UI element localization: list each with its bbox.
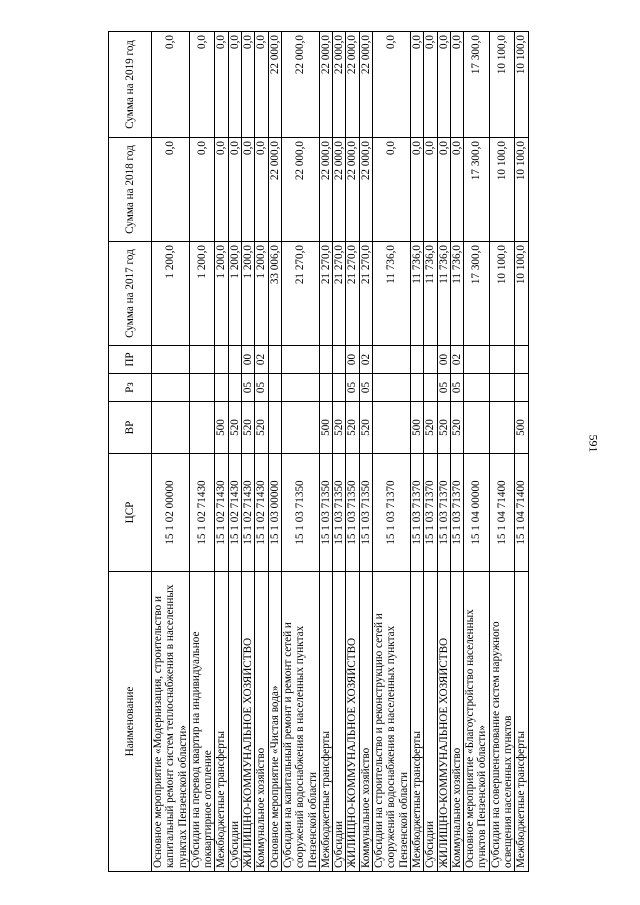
cell-rz xyxy=(228,374,241,402)
cell-sum-2018: 22 000,0 xyxy=(281,138,319,242)
cell-rz: 05 xyxy=(359,374,372,402)
cell-sum-2019: 0,0 xyxy=(410,32,423,138)
cell-sum-2018: 0,0 xyxy=(437,138,450,242)
cell-vr: 500 xyxy=(215,402,228,454)
cell-rz xyxy=(268,374,281,402)
cell-name: Субсидии на совершенствование систем наружного освещения населенных пунктов xyxy=(489,572,515,872)
cell-vr xyxy=(489,402,515,454)
cell-sum-2019: 0,0 xyxy=(215,32,228,138)
cell-csr: 15 1 02 71430 xyxy=(189,454,215,572)
cell-rz: 05 xyxy=(242,374,255,402)
cell-sum-2018: 0,0 xyxy=(373,138,411,242)
cell-rz xyxy=(281,374,319,402)
table-row xyxy=(319,32,332,872)
table-row xyxy=(410,32,423,872)
cell-sum-2019: 22 000,0 xyxy=(333,32,346,138)
cell-pr xyxy=(373,346,411,374)
cell-sum-2017: 33 006,0 xyxy=(268,242,281,346)
cell-name: Межбюджетные трансферты xyxy=(319,572,332,872)
table-row xyxy=(346,32,359,872)
cell-pr: 02 xyxy=(359,346,372,374)
cell-vr: 520 xyxy=(242,402,255,454)
cell-sum-2017: 11 736,0 xyxy=(410,242,423,346)
table-row xyxy=(242,32,255,872)
cell-sum-2019: 0,0 xyxy=(242,32,255,138)
table-row xyxy=(489,32,515,872)
cell-pr xyxy=(228,346,241,374)
cell-sum-2017: 1 200,0 xyxy=(228,242,241,346)
header-csr: ЦСР xyxy=(109,454,152,572)
table-row xyxy=(215,32,228,872)
cell-rz: 05 xyxy=(437,374,450,402)
cell-rz: 05 xyxy=(255,374,268,402)
cell-vr: 500 xyxy=(319,402,332,454)
cell-sum-2017: 21 270,0 xyxy=(319,242,332,346)
table-row xyxy=(437,32,450,872)
cell-sum-2017: 1 200,0 xyxy=(242,242,255,346)
cell-csr: 15 1 02 71430 xyxy=(255,454,268,572)
cell-sum-2017: 11 736,0 xyxy=(424,242,437,346)
cell-name: Субсидии на капитальный ремонт и ремонт сетей и сооружений водоснабжения в населенных пунктах Пензенской области xyxy=(281,572,319,872)
cell-sum-2017: 1 200,0 xyxy=(152,242,190,346)
cell-pr xyxy=(215,346,228,374)
cell-csr: 15 1 02 71430 xyxy=(215,454,228,572)
cell-sum-2017: 21 270,0 xyxy=(333,242,346,346)
cell-name: Межбюджетные трансферты xyxy=(215,572,228,872)
cell-sum-2019: 0,0 xyxy=(424,32,437,138)
cell-csr: 15 1 02 00000 xyxy=(152,454,190,572)
cell-vr: 520 xyxy=(450,402,463,454)
cell-sum-2019: 0,0 xyxy=(189,32,215,138)
cell-pr xyxy=(410,346,423,374)
cell-vr xyxy=(373,402,411,454)
header-pr: ПР xyxy=(109,346,152,374)
cell-csr: 15 1 03 71350 xyxy=(319,454,332,572)
header-sum-2017: Сумма на 2017 год xyxy=(109,242,152,346)
cell-pr xyxy=(464,346,490,374)
header-sum-2019: Сумма на 2019 год xyxy=(109,32,152,138)
cell-sum-2018: 22 000,0 xyxy=(346,138,359,242)
cell-vr: 500 xyxy=(515,402,528,454)
cell-pr xyxy=(333,346,346,374)
page-number: 591 xyxy=(586,434,601,453)
cell-pr xyxy=(489,346,515,374)
cell-sum-2018: 0,0 xyxy=(410,138,423,242)
cell-sum-2018: 0,0 xyxy=(215,138,228,242)
cell-sum-2019: 22 000,0 xyxy=(359,32,372,138)
cell-sum-2018: 10 100,0 xyxy=(489,138,515,242)
cell-sum-2019: 0,0 xyxy=(373,32,411,138)
cell-sum-2019: 10 100,0 xyxy=(489,32,515,138)
cell-sum-2019: 0,0 xyxy=(450,32,463,138)
cell-vr: 520 xyxy=(424,402,437,454)
cell-sum-2017: 1 200,0 xyxy=(189,242,215,346)
cell-rz xyxy=(319,374,332,402)
cell-sum-2017: 21 270,0 xyxy=(346,242,359,346)
cell-sum-2019: 17 300,0 xyxy=(464,32,490,138)
cell-name: Основное мероприятие «Благоустройство населенных пунктов Пензенской области» xyxy=(464,572,490,872)
cell-csr: 15 1 03 71370 xyxy=(450,454,463,572)
header-name: Наименование xyxy=(109,572,152,872)
cell-csr: 15 1 04 00000 xyxy=(464,454,490,572)
cell-name: Основное мероприятие «Модернизация, строительство и капитальный ремонт систем теплоснабжения в населенных пунктах Пензенской области» xyxy=(152,572,190,872)
cell-sum-2019: 22 000,0 xyxy=(346,32,359,138)
cell-sum-2019: 22 000,0 xyxy=(268,32,281,138)
cell-rz xyxy=(333,374,346,402)
cell-sum-2017: 1 200,0 xyxy=(215,242,228,346)
cell-sum-2019: 0,0 xyxy=(255,32,268,138)
cell-rz xyxy=(189,374,215,402)
cell-csr: 15 1 03 71350 xyxy=(333,454,346,572)
cell-sum-2017: 21 270,0 xyxy=(359,242,372,346)
table-row xyxy=(515,32,528,872)
cell-csr: 15 1 03 00000 xyxy=(268,454,281,572)
cell-rz xyxy=(152,374,190,402)
table-row xyxy=(450,32,463,872)
cell-csr: 15 1 03 71350 xyxy=(359,454,372,572)
cell-sum-2018: 0,0 xyxy=(242,138,255,242)
cell-rz xyxy=(464,374,490,402)
header-vr: ВР xyxy=(109,402,152,454)
cell-csr: 15 1 03 71370 xyxy=(424,454,437,572)
cell-rz xyxy=(489,374,515,402)
cell-rz xyxy=(373,374,411,402)
cell-rz xyxy=(515,374,528,402)
cell-vr: 520 xyxy=(333,402,346,454)
cell-sum-2018: 22 000,0 xyxy=(333,138,346,242)
cell-pr xyxy=(319,346,332,374)
cell-vr: 520 xyxy=(437,402,450,454)
cell-sum-2019: 0,0 xyxy=(437,32,450,138)
cell-name: ЖИЛИЩНО-КОММУНАЛЬНОЕ ХОЗЯЙСТВО xyxy=(242,572,255,872)
table-row xyxy=(373,32,411,872)
rotated-page xyxy=(108,32,544,872)
cell-vr: 520 xyxy=(255,402,268,454)
cell-sum-2017: 10 100,0 xyxy=(515,242,528,346)
table-row xyxy=(152,32,190,872)
cell-name: Субсидии xyxy=(228,572,241,872)
cell-sum-2017: 17 300,0 xyxy=(464,242,490,346)
cell-vr: 520 xyxy=(359,402,372,454)
cell-sum-2017: 21 270,0 xyxy=(281,242,319,346)
cell-sum-2017: 1 200,0 xyxy=(255,242,268,346)
cell-sum-2019: 22 000,0 xyxy=(319,32,332,138)
cell-sum-2019: 22 000,0 xyxy=(281,32,319,138)
cell-sum-2018: 0,0 xyxy=(152,138,190,242)
cell-csr: 15 1 03 71370 xyxy=(373,454,411,572)
cell-name: Коммунальное хозяйство xyxy=(255,572,268,872)
cell-sum-2018: 22 000,0 xyxy=(359,138,372,242)
cell-sum-2018: 22 000,0 xyxy=(268,138,281,242)
cell-sum-2017: 11 736,0 xyxy=(437,242,450,346)
cell-csr: 15 1 03 71350 xyxy=(281,454,319,572)
cell-name: Субсидии на строительство и реконструкцию сетей и сооружений водоснабжения в населенных пунктах Пензенской области xyxy=(373,572,411,872)
cell-name: Коммунальное хозяйство xyxy=(359,572,372,872)
table-row xyxy=(333,32,346,872)
cell-csr: 15 1 02 71430 xyxy=(228,454,241,572)
cell-sum-2018: 0,0 xyxy=(424,138,437,242)
table-row xyxy=(189,32,215,872)
cell-sum-2018: 22 000,0 xyxy=(319,138,332,242)
table-row xyxy=(281,32,319,872)
cell-sum-2018: 0,0 xyxy=(450,138,463,242)
cell-sum-2018: 0,0 xyxy=(189,138,215,242)
cell-csr: 15 1 03 71370 xyxy=(410,454,423,572)
cell-csr: 15 1 02 71430 xyxy=(242,454,255,572)
cell-pr xyxy=(424,346,437,374)
cell-name: Субсидии xyxy=(333,572,346,872)
cell-sum-2017: 11 736,0 xyxy=(373,242,411,346)
cell-pr: 02 xyxy=(450,346,463,374)
cell-sum-2019: 0,0 xyxy=(228,32,241,138)
cell-name: Субсидии xyxy=(424,572,437,872)
cell-sum-2017: 10 100,0 xyxy=(489,242,515,346)
cell-pr xyxy=(515,346,528,374)
cell-pr: 00 xyxy=(346,346,359,374)
table-row xyxy=(228,32,241,872)
cell-name: Межбюджетные трансферты xyxy=(410,572,423,872)
cell-csr: 15 1 03 71350 xyxy=(346,454,359,572)
cell-name: Коммунальное хозяйство xyxy=(450,572,463,872)
header-rz: Рз xyxy=(109,374,152,402)
cell-vr: 520 xyxy=(346,402,359,454)
cell-sum-2018: 0,0 xyxy=(255,138,268,242)
table-row xyxy=(255,32,268,872)
cell-vr xyxy=(464,402,490,454)
cell-sum-2018: 17 300,0 xyxy=(464,138,490,242)
cell-sum-2018: 10 100,0 xyxy=(515,138,528,242)
cell-name: ЖИЛИЩНО-КОММУНАЛЬНОЕ ХОЗЯЙСТВО xyxy=(437,572,450,872)
cell-name: Субсидии на перевод квартир на индивидуальное поквартирное отопление xyxy=(189,572,215,872)
table-header-row xyxy=(109,32,152,872)
cell-pr xyxy=(152,346,190,374)
cell-csr: 15 1 04 71400 xyxy=(489,454,515,572)
table-body xyxy=(152,32,529,872)
cell-sum-2019: 10 100,0 xyxy=(515,32,528,138)
table-row xyxy=(424,32,437,872)
cell-vr xyxy=(281,402,319,454)
cell-rz xyxy=(410,374,423,402)
cell-pr xyxy=(281,346,319,374)
cell-name: Основное мероприятие «Чистая вода» xyxy=(268,572,281,872)
cell-sum-2018: 0,0 xyxy=(228,138,241,242)
cell-name: Межбюджетные трансферты xyxy=(515,572,528,872)
cell-pr: 00 xyxy=(242,346,255,374)
cell-rz xyxy=(215,374,228,402)
table-row xyxy=(464,32,490,872)
cell-vr: 500 xyxy=(410,402,423,454)
table-row xyxy=(359,32,372,872)
cell-pr: 02 xyxy=(255,346,268,374)
cell-sum-2017: 11 736,0 xyxy=(450,242,463,346)
cell-vr xyxy=(189,402,215,454)
cell-csr: 15 1 04 71400 xyxy=(515,454,528,572)
cell-pr: 00 xyxy=(437,346,450,374)
cell-vr xyxy=(268,402,281,454)
table-row xyxy=(268,32,281,872)
cell-rz: 05 xyxy=(346,374,359,402)
cell-csr: 15 1 03 71370 xyxy=(437,454,450,572)
cell-name: ЖИЛИЩНО-КОММУНАЛЬНОЕ ХОЗЯЙСТВО xyxy=(346,572,359,872)
cell-vr: 520 xyxy=(228,402,241,454)
header-sum-2018: Сумма на 2018 год xyxy=(109,138,152,242)
cell-pr xyxy=(189,346,215,374)
cell-vr xyxy=(152,402,190,454)
cell-rz xyxy=(424,374,437,402)
cell-sum-2019: 0,0 xyxy=(152,32,190,138)
cell-rz: 05 xyxy=(450,374,463,402)
cell-pr xyxy=(268,346,281,374)
budget-table xyxy=(108,31,529,872)
